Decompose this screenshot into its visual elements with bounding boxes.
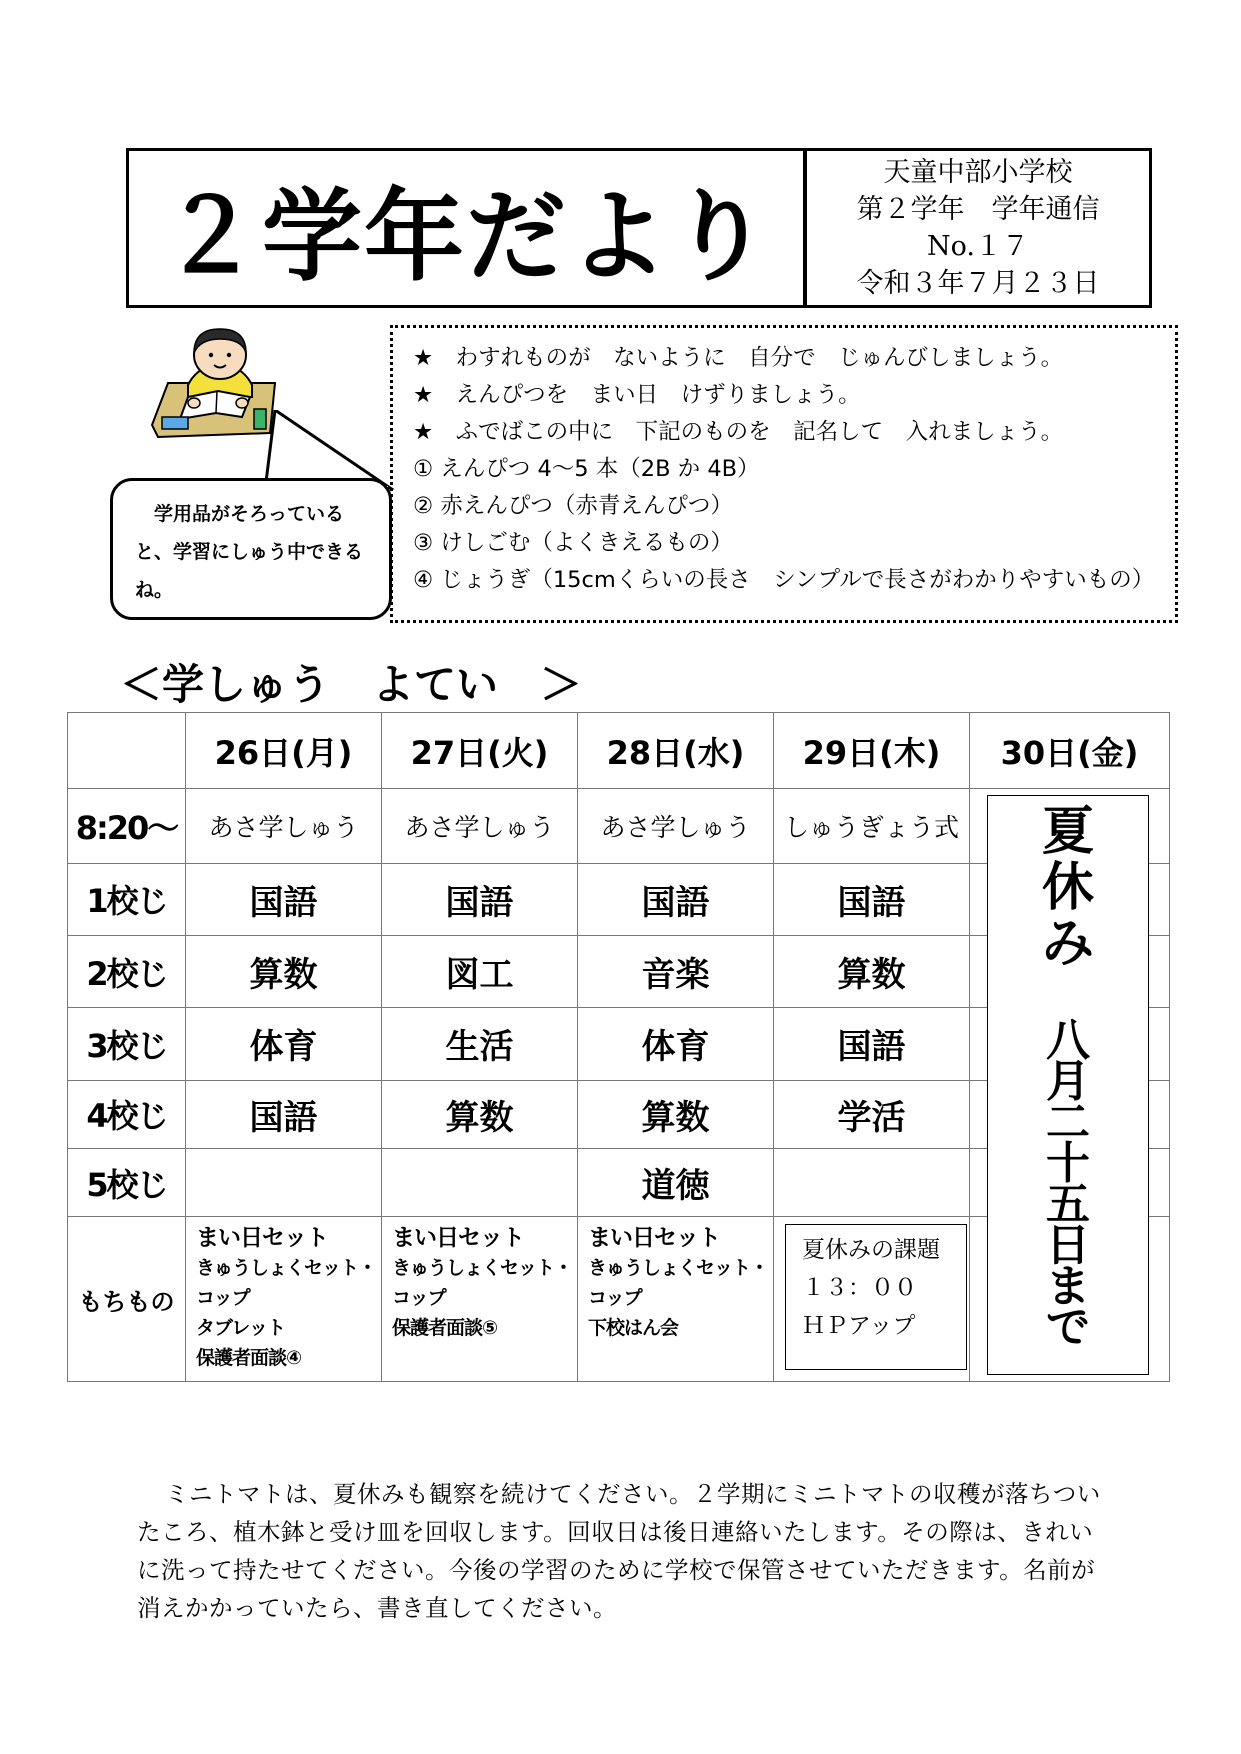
notice-item: ★ ふでばこの中に 下記のものを 記名して 入れましょう。 — [413, 419, 1064, 445]
mochimono-cell — [578, 1217, 774, 1382]
schedule-cell: しゅうぎょう式 — [774, 789, 970, 863]
schedule-heading: ＜学しゅう よてい ＞ — [120, 660, 583, 709]
issue-date: 令和３年７月２３日 — [856, 268, 1100, 299]
supply-item: ① えんぴつ 4～5 本（2B か 4B） — [413, 456, 760, 482]
schedule-cell: 国語 — [578, 863, 774, 935]
speech-bubble: 学用品がそろっていると、学習にしゅう中できるね。 — [110, 478, 392, 620]
schedule-cell: 音楽 — [578, 935, 774, 1007]
period-label: 2校じ — [68, 935, 186, 1007]
closing-paragraph: ミニトマトは、夏休みも観察を続けてください。２学期にミニトマトの収穫が落ちついたころ、植木鉢と受け皿を回収します。回収日は後日連絡いたします。その際は、きれいに洗って持たせてください。今後の学習のために学校で保管させていただきます。名前が消えかかっていたら、書き直してください。 — [137, 1480, 1101, 1622]
mochimono-item: きゅうしょくセット・コップ — [196, 1257, 377, 1310]
day-header: 30日(金) — [970, 713, 1170, 789]
corner-cell — [68, 713, 186, 789]
schedule-cell: 算数 — [774, 935, 970, 1007]
schedule-cell: あさ学しゅう — [186, 789, 382, 863]
issue-number: No.１７ — [927, 231, 1029, 262]
mochimono-item: きゅうしょくセット・コップ — [392, 1257, 573, 1310]
day-header: 27日(火) — [382, 713, 578, 789]
schedule-cell: 算数 — [382, 1080, 578, 1148]
supply-item: ④ じょうぎ（15cmくらいの長さ シンプルで長さがわかりやすいもの） — [413, 567, 1155, 593]
mochimono-item: 保護者面談⑤ — [392, 1317, 498, 1340]
notice-box — [390, 325, 1178, 623]
mochimono-item: まい日セット — [392, 1225, 524, 1252]
mochimono-cell — [382, 1217, 578, 1382]
homework-note: ＨＰアップ — [802, 1313, 916, 1339]
period-label: 3校じ — [68, 1008, 186, 1080]
mochimono-item: まい日セット — [588, 1225, 720, 1252]
school-name: 天童中部小学校 — [883, 157, 1073, 188]
mochimono-cell — [186, 1217, 382, 1382]
mochimono-item: タブレット — [196, 1317, 286, 1340]
day-header: 29日(木) — [774, 713, 970, 789]
schedule-cell: 算数 — [186, 935, 382, 1007]
schedule-cell: 体育 — [186, 1008, 382, 1080]
schedule-cell — [382, 1148, 578, 1216]
grade-line: 第２学年 学年通信 — [856, 194, 1100, 225]
mochimono-item: まい日セット — [196, 1225, 328, 1252]
schedule-cell: 算数 — [578, 1080, 774, 1148]
supply-item: ③ けしごむ（よくきえるもの） — [413, 530, 733, 556]
mochimono-item: 保護者面談④ — [196, 1347, 302, 1370]
schedule-cell: 国語 — [186, 863, 382, 935]
period-label: 4校じ — [68, 1080, 186, 1148]
summer-vacation-label: 夏休み — [1041, 802, 1094, 974]
summer-vacation-box — [987, 795, 1149, 1375]
day-header: 28日(水) — [578, 713, 774, 789]
homework-time: １３：００ — [802, 1275, 917, 1301]
schedule-cell: 国語 — [186, 1080, 382, 1148]
schedule-cell: 国語 — [774, 1008, 970, 1080]
schedule-cell: 図工 — [382, 935, 578, 1007]
school-info-box — [804, 148, 1152, 308]
schedule-cell: 道徳 — [578, 1148, 774, 1216]
mochimono-item: 下校はん会 — [588, 1317, 679, 1340]
mochimono-label: もちもの — [68, 1217, 186, 1382]
day-header-row — [68, 713, 1170, 789]
supply-item: ② 赤えんぴつ（赤青えんぴつ） — [413, 493, 733, 519]
schedule-cell: 国語 — [382, 863, 578, 935]
notice-item: ★ えんぴつを まい日 けずりましょう。 — [413, 382, 861, 408]
newsletter-title: ２学年だより — [126, 148, 806, 308]
homework-title: 夏休みの課題 — [802, 1237, 940, 1263]
schedule-cell — [186, 1148, 382, 1216]
period-label: 1校じ — [68, 863, 186, 935]
schedule-cell: 国語 — [774, 863, 970, 935]
schedule-cell — [774, 1148, 970, 1216]
schedule-cell: 学活 — [774, 1080, 970, 1148]
schedule-cell: あさ学しゅう — [382, 789, 578, 863]
period-label: 8:20～ — [68, 789, 186, 863]
period-label: 5校じ — [68, 1148, 186, 1216]
day-header: 26日(月) — [186, 713, 382, 789]
mochimono-item: きゅうしょくセット・コップ — [588, 1257, 769, 1310]
schedule-cell: あさ学しゅう — [578, 789, 774, 863]
schedule-cell: 生活 — [382, 1008, 578, 1080]
summer-homework-box — [785, 1224, 967, 1370]
summer-vacation-end-date: 八月二十五日まで — [1046, 1015, 1090, 1353]
schedule-cell: 体育 — [578, 1008, 774, 1080]
notice-item: ★ わすれものが ないように 自分で じゅんびしましょう。 — [413, 345, 1064, 371]
